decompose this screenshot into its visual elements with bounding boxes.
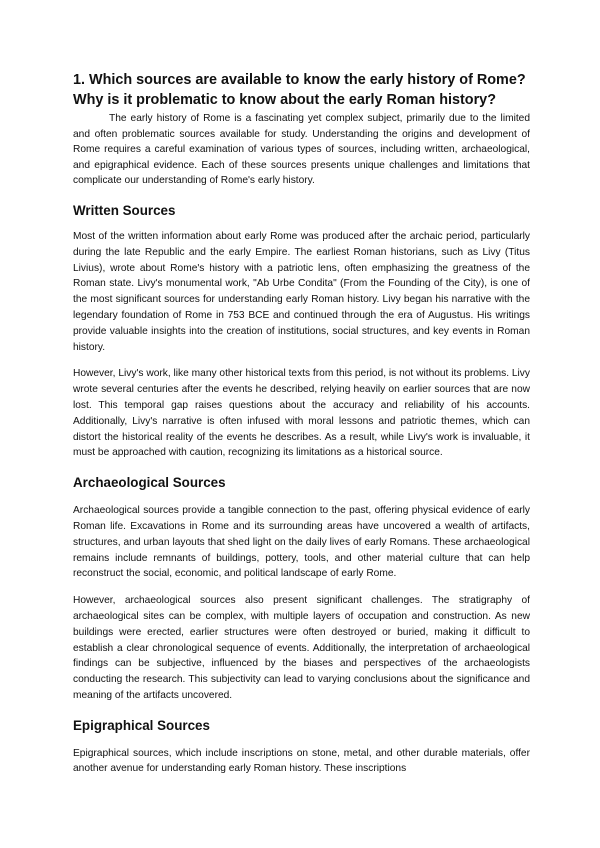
intro-paragraph: The early history of Rome is a fascinating yet complex subject, primarily due to the limited and often problematic sources available for study. Understanding the origins and development of Rome requires a careful examination of various types of sources, including written, archaeological, and epigraphical evidence. Each of these sources presents unique challenges and limitations that complicate our understanding of Rome's early history.: [73, 113, 530, 187]
written-sources-paragraph-1: Most of the written information about early Rome was produced after the archaic period, particularly during the late Republic and the early Empire. The earliest Roman historians, such as Livy (Titus Livius), wrote about Rome's history with a patriotic lens, often emphasizing the greatness of the Roman state. Livy's monumental work, "Ab Urbe Condita" (From the Founding of the City), is one of the most significant sources for understanding early Roman history. Livy began his narrative with the legendary foundation of Rome in 753 BCE and continued through the era of Augustus. His writings provide valuable insights into the creation of institutions, social structures, and key events in Roman history.: [73, 230, 530, 353]
epigraphical-sources-heading: Epigraphical Sources: [73, 717, 210, 733]
archaeological-sources-paragraph-1: Archaeological sources provide a tangible connection to the past, offering physical evidence of early Roman life. Excavations in Rome and its surrounding areas have uncovered a wealth of artifacts, structures, and urban layouts that shed light on the daily lives of early Romans. These archaeological remains include remnants of buildings, pottery, tools, and other material culture that can help reconstruct the social, economic, and political landscape of early Rome.: [73, 505, 530, 580]
written-sources-heading: Written Sources: [73, 202, 176, 218]
archaeological-sources-paragraph-2: However, archaeological sources also present significant challenges. The stratigraphy of archaeological sites can be complex, with multiple layers of occupation and construction. As new buildings were erected, earlier structures were often destroyed or buried, making it difficult to establish a clear chronological sequence of events. Additionally, the interpretation of archaeological findings can be subjective, influenced by the biases and perspectives of the archaeologists conducting the research. This subjectivity can lead to varying conclusions about the significance and meaning of the artifacts uncovered.: [73, 595, 530, 701]
page-title: 1. Which sources are available to know the early history of Rome? Why is it problematic to know about the early Roman history?: [73, 72, 526, 108]
written-sources-paragraph-2: However, Livy's work, like many other historical texts from this period, is not without its problems. Livy wrote several centuries after the events he described, relying heavily on earlier sources that are now lost. This temporal gap raises questions about the accuracy and reliability of his accounts. Additionally, Livy's narrative is often infused with moral lessons and patriotic themes, which can distort the historical reality of the events he describes. As a result, while Livy's work is invaluable, it must be approached with caution, recognizing its limitations as a historical source.: [73, 368, 530, 459]
epigraphical-sources-paragraph-1: Epigraphical sources, which include inscriptions on stone, metal, and other durable materials, offer another avenue for understanding early Roman history. These inscriptions: [73, 747, 530, 775]
archaeological-sources-heading: Archaeological Sources: [73, 475, 226, 491]
